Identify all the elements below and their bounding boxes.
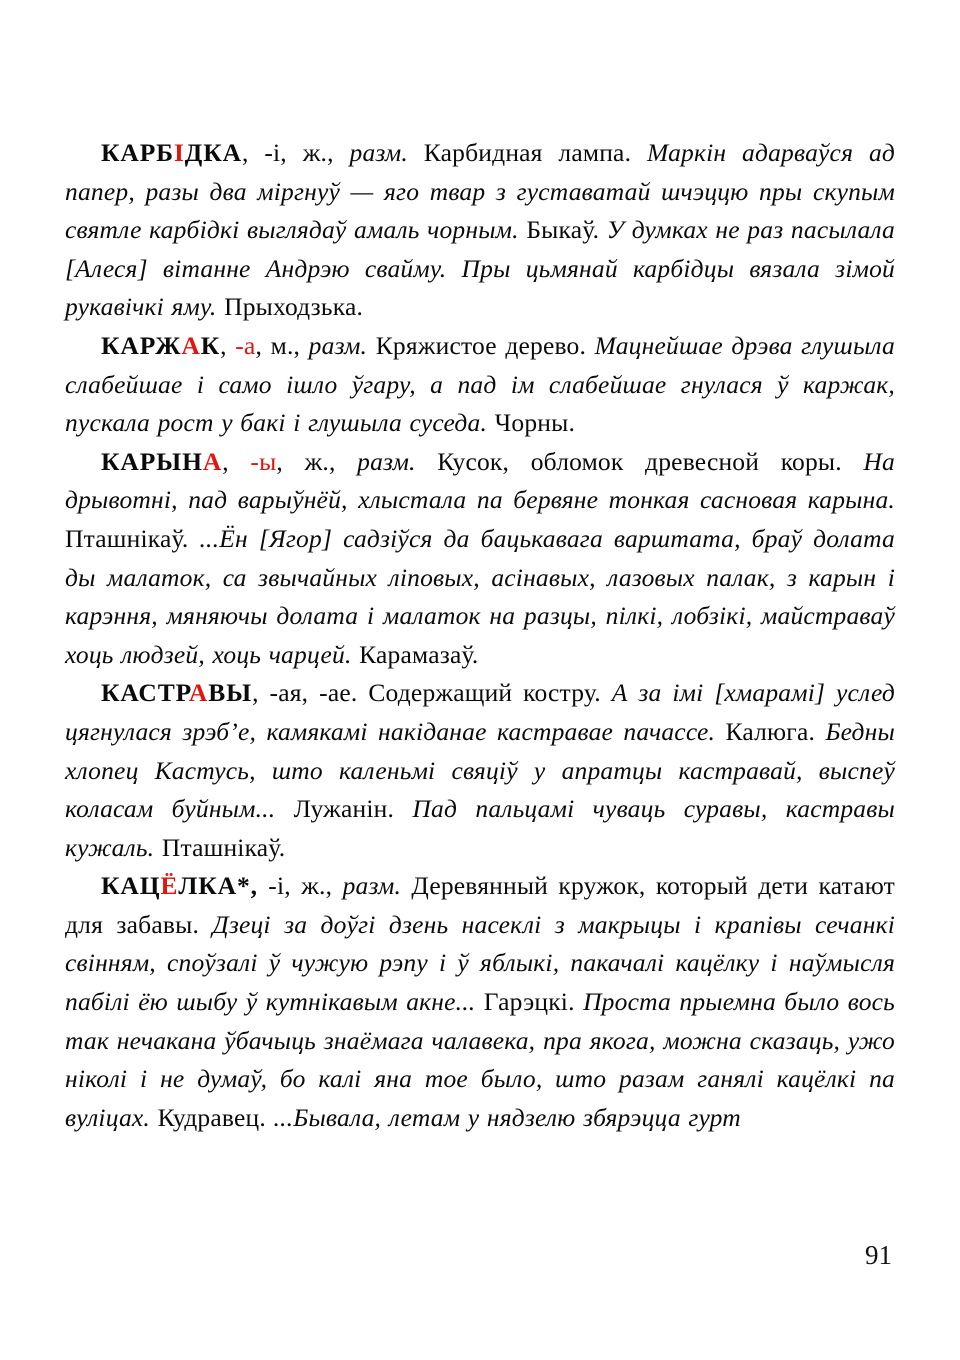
headword: ВЫ	[208, 678, 253, 708]
grammar: , -ая, -ае.	[252, 678, 369, 708]
headword: ЛКА*,	[178, 871, 258, 901]
definition: Кряжистое дерево.	[367, 330, 595, 360]
quote: А за імі [хмарамі] услед цягнулася зрэб’е, камякамі накіданае кастравае пачассе.	[65, 678, 895, 746]
definition: Деревянный кружок, который дети катают для забавы.	[65, 871, 895, 939]
author: Быкаў.	[526, 215, 607, 245]
author: Лужанін.	[293, 794, 413, 824]
grammar: ,	[222, 446, 251, 476]
quote: Дзеці за доўгі дзень насеклі з макрыцы і крапівы сечанкі свінням, споўзалі ў чужую рэпу і ў яблыкі, пакачалі кацёлку і наўмысля пабілі ёю шыбу ў кутнікавым акне...	[65, 909, 895, 1017]
dictionary-entry	[65, 443, 895, 675]
grammar-ending: -ы	[250, 446, 277, 476]
quote: Бедны хлопец Кастусь, што каленьмі свяціў у апратцы кастравай, выспеў коласам буйным...	[65, 716, 895, 824]
author: Пташнікаў.	[65, 523, 200, 553]
definition: Кусок, обломок древесной коры.	[415, 446, 864, 476]
dictionary-entry	[65, 867, 895, 1137]
headword: К	[200, 330, 221, 360]
headword: ДКА	[184, 138, 242, 167]
quote: На дрывотні, пад варыўнёй, хлыстала па бервяне тонкая сасновая карына.	[65, 446, 895, 515]
headword: КАСТР	[101, 678, 189, 708]
quote: Мацнейшае дрэва глушыла слабейшае і само ішло ўгару, а пад ім слабейшае гнулася ў каржак, пускала рост у бакі і глушыла суседа.	[65, 330, 895, 438]
author: Гарэцкі.	[483, 987, 584, 1017]
dictionary-entry	[65, 674, 895, 867]
grammar: ,	[220, 330, 236, 360]
headword: КАРЖ	[101, 330, 182, 360]
author: Пташнікаў.	[161, 832, 286, 862]
definition: Карбидная лампа.	[407, 138, 647, 167]
dictionary-entry	[65, 327, 895, 443]
page-number: 91	[865, 1240, 892, 1270]
author: Калюга.	[725, 716, 826, 746]
headword-accent: Ё	[160, 871, 179, 901]
usage-label: разм.	[342, 871, 402, 901]
usage-label: разм.	[308, 330, 368, 360]
grammar: , ж.,	[276, 446, 358, 476]
headword: КАРБ	[101, 138, 174, 167]
quote: Пад пальцамі чуваць суравы, кастравы кужаль.	[65, 794, 895, 862]
grammar: , -і, ж.,	[241, 138, 350, 167]
author: Чорны.	[494, 408, 576, 438]
dictionary-entry	[65, 134, 895, 327]
author: Прыходзька.	[224, 292, 364, 322]
headword-accent: А	[188, 678, 209, 708]
headword-accent: А	[181, 330, 201, 360]
entries-block	[65, 134, 895, 1137]
quote: Маркін адарваўся ад папер, разы два міргнуў — яго твар з густаватай шчэццю пры скупым святле карбідкі выглядаў амаль чорным.	[65, 138, 895, 245]
quote: Проста прыемна было вось так нечакана ўбачыць знаёмага чалавека, пра якога, можна сказаць, ужо ніколі і не думаў, бо калі яна тое было, што разам ганялі кацёлкі па вуліцах.	[65, 987, 895, 1132]
headword-accent: А	[202, 446, 223, 476]
quote: ...Бывала, летам у нядзелю збярэцца гурт	[273, 1102, 741, 1132]
usage-label: разм.	[357, 446, 416, 476]
headword: КАРЫН	[101, 446, 203, 476]
headword-accent: І	[173, 138, 185, 167]
usage-label: разм.	[349, 138, 408, 167]
grammar: -і, ж.,	[257, 871, 343, 901]
grammar-ending: -а	[235, 330, 256, 360]
author: Карамазаў.	[359, 639, 479, 669]
quote: ...Ён [Ягор] садзіўся да бацькавага варштата, браў долата ды малаток, са звычайных ліповых, асінавых, лазовых палак, з карын і карэння, мяняючы долата і малаток на разцы, пілкі, лобзікі, майстраваў хоць людзей, хоць чарцей.	[65, 523, 896, 669]
headword: КАЦ	[101, 871, 161, 901]
author: Кудравец.	[157, 1102, 274, 1132]
definition: Содержащий костру.	[368, 678, 612, 708]
grammar: , м.,	[255, 330, 309, 360]
quote: У думках не раз пасылала [Алеся] вітанне Андрэю свайму. Пры цьмянай карбідцы вязала зімой рукавічкі яму.	[65, 215, 895, 322]
